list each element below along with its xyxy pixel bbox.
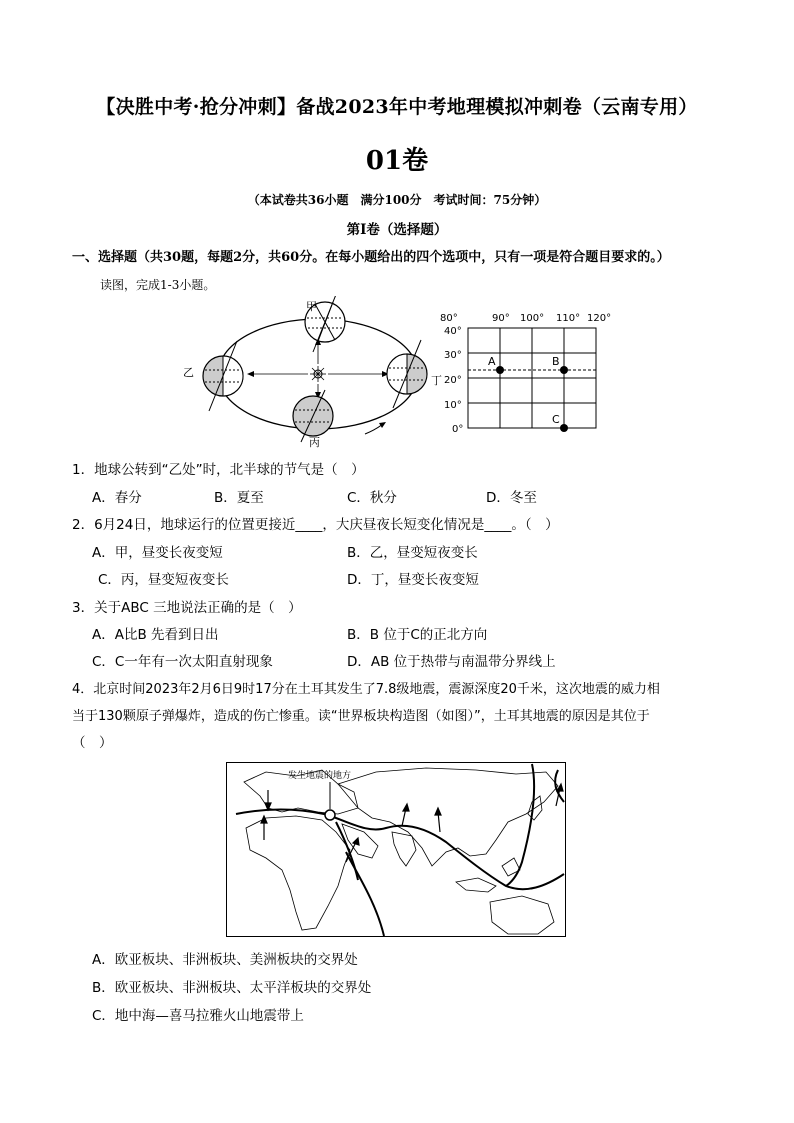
point-c: [560, 424, 568, 432]
part-heading: 第Ⅰ卷（选择题）: [346, 222, 448, 238]
label-ding: 丁: [431, 374, 442, 387]
q4-stem-line1: 4．北京时间2023年2月6日9时17分在土耳其发生了7.8级地震，震源深度20千米，这次地震的威力相: [72, 682, 660, 697]
q2-option-d: D．丁，昼变长夜变短: [347, 572, 479, 588]
earth-ding: [387, 340, 427, 408]
plate-map-figure: [226, 762, 566, 937]
sun-icon: [310, 366, 326, 382]
q2-option-b: B．乙，昼变短夜变长: [347, 545, 478, 561]
lon-label-80: 80°: [440, 313, 458, 324]
volume-number: 01卷: [365, 146, 429, 176]
label-bing: 丙: [309, 436, 320, 449]
point-a-label: A: [488, 355, 496, 368]
q2-stem: 2．6月24日，地球运行的位置更接近____，大庆昼夜长短变化情况是____。（ ）: [72, 517, 559, 533]
point-a: [496, 366, 504, 374]
earth-bing: [293, 390, 333, 442]
q4-option-a: A．欧亚板块、非洲板块、美洲板块的交界处: [92, 952, 358, 968]
q3-option-d: D．AB 位于热带与南温带分界线上: [347, 654, 556, 670]
q3-option-a: A．A比B 先看到日出: [92, 627, 219, 643]
label-jia: 甲: [306, 300, 317, 313]
earthquake-location-marker: [325, 810, 335, 820]
lon-label-120: 120°: [587, 313, 612, 324]
lat-label-10: 10°: [444, 400, 462, 411]
q3-stem: 3．关于ABC 三地说法正确的是（ ）: [72, 600, 302, 616]
lon-label-90: 90°: [492, 313, 510, 324]
q4-stem-line3: （ ）: [72, 735, 113, 751]
lat-label-20: 20°: [444, 375, 462, 386]
point-b-label: B: [552, 355, 560, 368]
q4-option-b: B．欧亚板块、非洲板块、太平洋板块的交界处: [92, 980, 372, 996]
q1-option-c: C．秋分: [347, 490, 397, 506]
orbit-figure: [175, 296, 455, 451]
q4-stem-line2: 当于130颗原子弹爆炸，造成的伤亡惨重。读“世界板块构造图（如图）”，土耳其地震的原因是其位于: [72, 709, 650, 724]
exam-info: （本试卷共36小题 满分100分 考试时间：75分钟）: [247, 193, 547, 207]
q2-option-a: A．甲，昼变长夜变短: [92, 545, 223, 561]
q3-option-c: C．C一年有一次太阳直射现象: [92, 654, 273, 670]
q1-stem: 1．地球公转到“乙处”时，北半球的节气是（ ）: [72, 462, 365, 478]
lon-label-110: 110°: [556, 313, 581, 324]
lon-label-100: 100°: [520, 313, 545, 324]
label-yi: 乙: [183, 366, 194, 379]
lat-label-30: 30°: [444, 350, 462, 361]
lat-label-0: 0°: [452, 424, 464, 435]
section-heading: 一、选择题（共30题，每题2分，共60分。在每小题给出的四个选项中，只有一项是符合题目要求的。）: [72, 250, 670, 265]
map-caption: 发生地震的地方: [288, 771, 352, 781]
q4-option-c: C．地中海—喜马拉雅火山地震带上: [92, 1008, 304, 1024]
grid-figure: [440, 310, 620, 442]
q2-option-c: C．丙，昼变短夜变长: [98, 572, 229, 588]
q1-option-b: B．夏至: [214, 490, 264, 506]
reading-intro: 读图，完成1-3小题。: [100, 278, 216, 292]
point-b: [560, 366, 568, 374]
q1-option-d: D．冬至: [486, 490, 537, 506]
exam-title: 【决胜中考·抢分冲刺】备战2023年中考地理模拟冲刺卷（云南专用）: [96, 96, 698, 118]
earth-yi: [203, 341, 243, 411]
q1-option-a: A．春分: [92, 490, 142, 506]
lat-label-40: 40°: [444, 326, 462, 337]
point-c-label: C: [552, 413, 560, 426]
q3-option-b: B．B 位于C的正北方向: [347, 627, 488, 643]
